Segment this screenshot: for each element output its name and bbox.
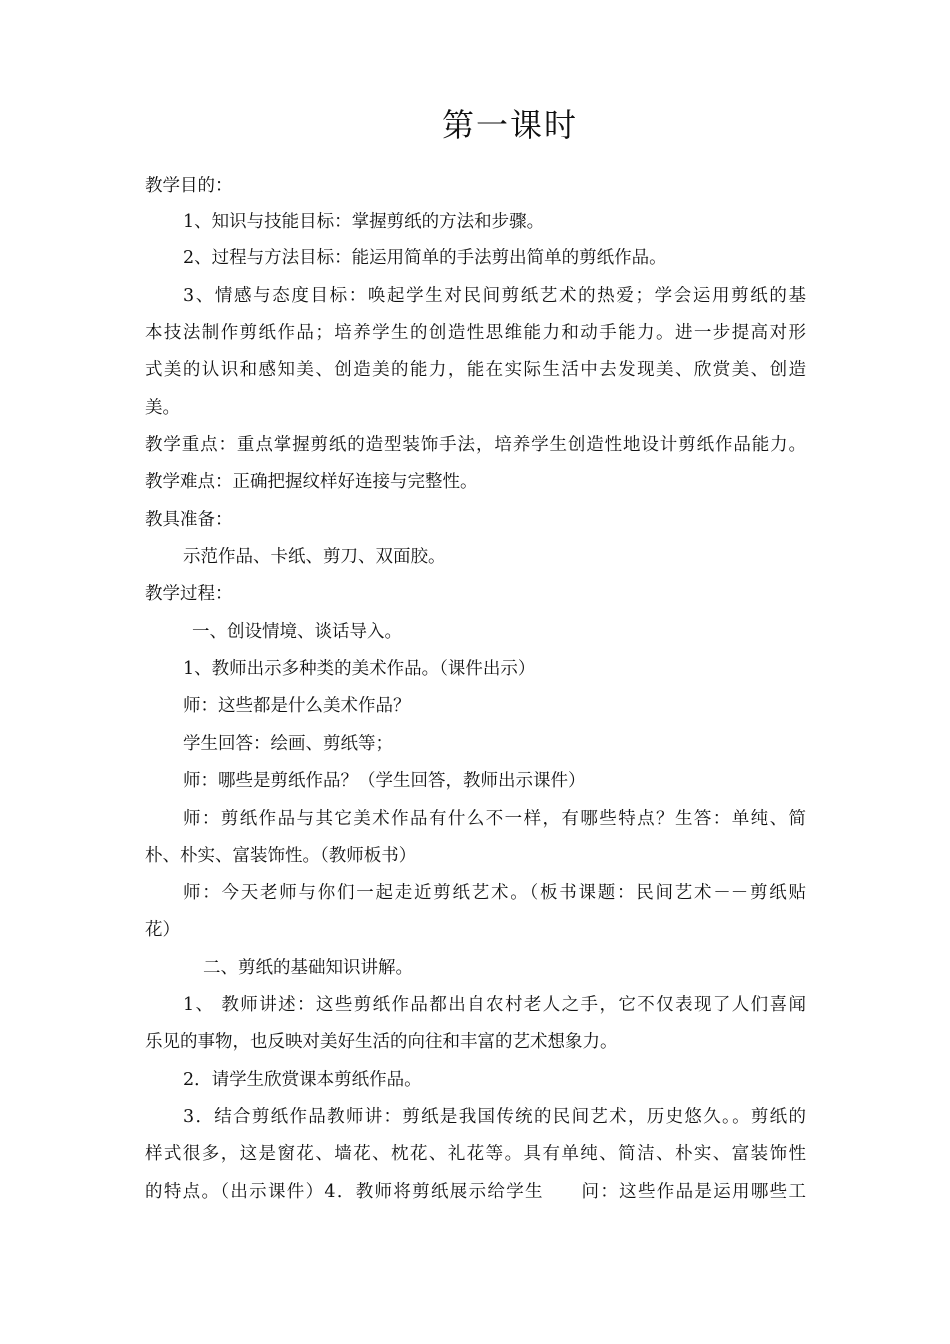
text-line: 1、知识与技能目标：掌握剪纸的方法和步骤。 (183, 212, 545, 232)
text-line: 本技法制作剪纸作品；培养学生的创造性思维能力和动手能力。进一步提高对形 (145, 323, 806, 343)
text-line: 花） (145, 920, 180, 940)
text-line: 样式很多，这是窗花、墙花、枕花、礼花等。具有单纯、简洁、朴实、富装饰性 (145, 1144, 806, 1164)
text-line: 教具准备： (145, 510, 233, 530)
text-line: 1、教师出示多种类的美术作品。（课件出示） (183, 659, 536, 679)
text-line: 一、创设情境、谈话导入。 (192, 622, 402, 642)
text-line: 示范作品、卡纸、剪刀、双面胶。 (183, 547, 446, 567)
text-line: 师：今天老师与你们一起走近剪纸艺术。（板书课题：民间艺术－－剪纸贴 (183, 883, 806, 903)
text-line: 3．结合剪纸作品教师讲：剪纸是我国传统的民间艺术，历史悠久。。剪纸的 (183, 1107, 806, 1127)
text-line: 2、过程与方法目标：能运用简单的手法剪出简单的剪纸作品。 (183, 248, 667, 268)
text-line: 3、情感与态度目标：唤起学生对民间剪纸艺术的热爱；学会运用剪纸的基 (183, 286, 806, 306)
page-title: 第一课时 (441, 106, 578, 144)
text-line: 朴、朴实、富装饰性。（教师板书） (145, 846, 417, 866)
text-line: 乐见的事物，也反映对美好生活的向往和丰富的艺术想象力。 (145, 1032, 618, 1052)
text-line: 1、 教师讲述：这些剪纸作品都出自农村老人之手，它不仅表现了人们喜闻 (183, 995, 806, 1015)
text-line: 式美的认识和感知美、创造美的能力，能在实际生活中去发现美、欣赏美、创造 (145, 360, 806, 380)
text-line: 美。 (145, 398, 180, 418)
text-line: 教学目的： (145, 176, 233, 196)
text-line: 二、剪纸的基础知识讲解。 (203, 958, 413, 978)
text-line: 教学重点：重点掌握剪纸的造型装饰手法，培养学生创造性地设计剪纸作品能力。 (145, 435, 806, 455)
text-line: 教学过程： (145, 584, 233, 604)
text-line: 的特点。（出示课件）4．教师将剪纸展示给学生 问：这些作品是运用哪些工 (145, 1182, 806, 1202)
text-line: 学生回答：绘画、剪纸等； (183, 734, 393, 754)
text-line: 教学难点：正确把握纹样好连接与完整性。 (145, 472, 478, 492)
text-line: 2．请学生欣赏课本剪纸作品。 (183, 1070, 422, 1090)
text-line: 师：剪纸作品与其它美术作品有什么不一样，有哪些特点？生答：单纯、简 (183, 809, 806, 829)
text-line: 师：这些都是什么美术作品？ (183, 696, 411, 716)
text-line: 师：哪些是剪纸作品？（学生回答，教师出示课件） (183, 771, 586, 791)
